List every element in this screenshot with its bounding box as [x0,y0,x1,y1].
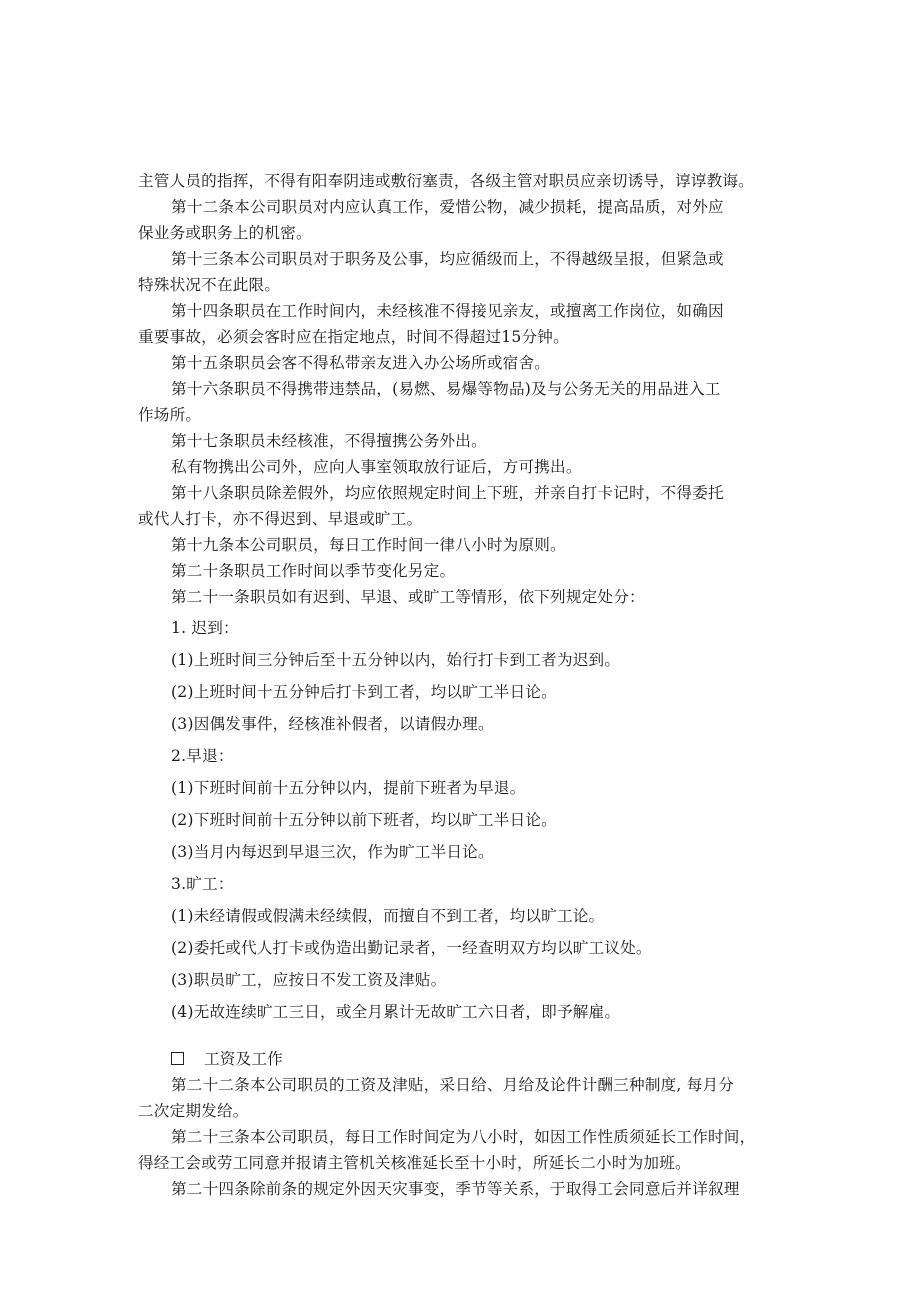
checkbox-square-icon [171,1052,184,1065]
text-line: 第十四条职员在工作时间内，未经核准不得接见亲友，或擅离工作岗位，如确因 [171,302,724,320]
list-heading: 2.早退： [171,747,234,765]
text-line: 特殊状况不在此限。 [138,276,281,294]
list-item: (1)下班时间前十五分钟以内，提前下班者为早退。 [171,779,526,797]
list-item: (2)下班时间前十五分钟以前下班者，均以旷工半日论。 [171,811,557,829]
text-line: 第十二条本公司职员对内应认真工作，爱惜公物，减少损耗，提高品质，对外应 [171,198,724,216]
text-line: 得经工会或劳工同意并报请主管机关核准延长至十小时，所延长二小时为加班。 [138,1154,691,1172]
text-line: 私有物携出公司外，应向人事室领取放行证后，方可携出。 [171,458,582,476]
text-line: 作场所。 [138,406,202,424]
text-line: 或代人打卡，亦不得迟到、早退或旷工。 [138,510,423,528]
list-item: (2)上班时间十五分钟后打卡到工者，均以旷工半日论。 [171,683,557,701]
text-line: 主管人员的指挥，不得有阳奉阴违或敷衍塞责，各级主管对职员应亲切诱导，谆谆教诲。 [138,172,754,190]
text-line: 第二十一条职员如有迟到、早退、或旷工等情形，依下列规定处分： [171,588,645,606]
text-line: 第十六条职员不得携带违禁品，(易燃、易爆等物品)及与公务无关的用品进入工 [171,380,721,398]
text-line: 二次定期发给。 [138,1102,249,1120]
list-heading: 1. 迟到： [171,619,239,637]
section-heading-label: 工资及工作 [204,1050,283,1068]
text-line: 第十七条职员未经核准，不得擅携公务外出。 [171,432,487,450]
list-item: (2)委托或代人打卡或伪造出勤记录者，一经查明双方均以旷工议处。 [171,939,652,957]
text-line: 第十三条本公司职员对于职务及公事，均应循级而上，不得越级呈报，但紧急或 [171,250,724,268]
text-line: 第二十二条本公司职员的工资及津贴，采日给、月给及论件计酬三种制度, 每月分 [171,1076,735,1094]
text-line: 第十九条本公司职员，每日工作时间一律八小时为原则。 [171,536,566,554]
list-heading: 3.旷工： [171,875,234,893]
section-heading [171,1049,283,1069]
list-item: (3)职员旷工，应按日不发工资及津贴。 [171,971,447,989]
text-line: 第二十三条本公司职员，每日工作时间定为八小时，如因工作性质须延长工作时间， [171,1128,756,1146]
list-item: (1)未经请假或假满未经续假，而擅自不到工者，均以旷工论。 [171,907,605,925]
text-line: 第二十四条除前条的规定外因天灾事变，季节等关系，于取得工会同意后并详叙理 [171,1180,740,1198]
text-line: 第十五条职员会客不得私带亲友进入办公场所或宿舍。 [171,354,551,372]
text-line: 重要事故，必须会客时应在指定地点，时间不得超过15分钟。 [138,328,569,346]
list-item: (3)当月内每迟到早退三次，作为旷工半日论。 [171,843,494,861]
list-item: (3)因偶发事件，经核准补假者，以请假办理。 [171,715,494,733]
text-line: 保业务或职务上的机密。 [138,224,312,242]
text-line: 第二十条职员工作时间以季节变化另定。 [171,562,456,580]
list-item: (4)无故连续旷工三日，或全月累计无故旷工六日者，即予解雇。 [171,1003,621,1021]
list-item: (1)上班时间三分钟后至十五分钟以内，始行打卡到工者为迟到。 [171,651,621,669]
text-line: 第十八条职员除差假外，均应依照规定时间上下班，并亲自打卡记时，不得委托 [171,484,724,502]
